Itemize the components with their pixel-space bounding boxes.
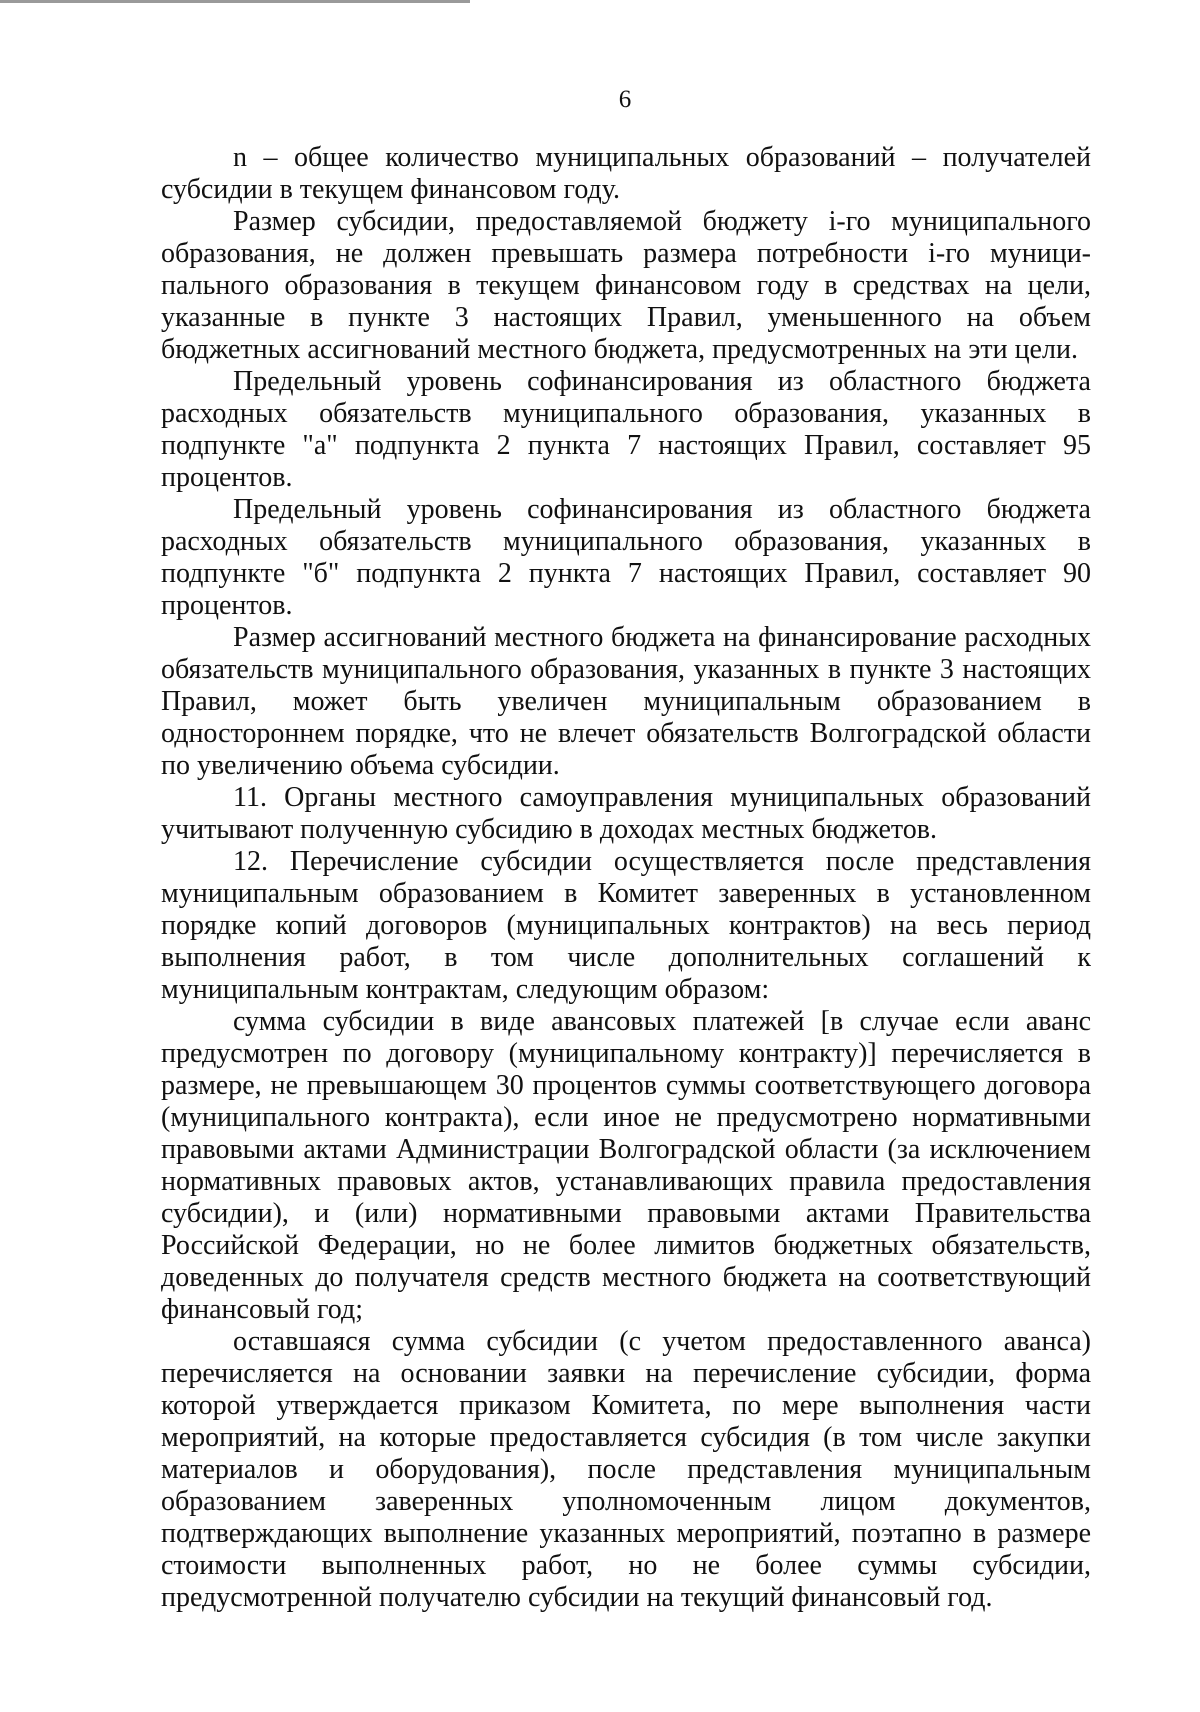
paragraph-local-budget: Размер ассигнований местного бюджета на финансирование расходных обязательств муниципального образования, указанных в пункте 3 настоящих Правил, может быть увеличен муниципальным образованием в одностороннем порядке, что не влечет обязательств Волгоградской области по увеличению объема субсидии. (161, 622, 1091, 781)
paragraph-advance-payment: сумма субсидии в виде авансовых платежей [в случае если аванс предусмотрен по договору (муниципальному контракту)] перечисляется в размере, не превышающем 30 процентов суммы соответствующего договора (муниципального контракта), если иное не предусмотрено нормативными правовыми актами Администрации Волгоградской области (за исключением нормативных правовых актов, устанавливающих правила предоставления субсидии), и (или) нормативными правовыми актами Правительства Российской Федерации, но не более лимитов бюджетных обязательств, доведенных до получателя средств местного бюджета на соответствующий финансовый год; (161, 1006, 1091, 1325)
paragraph-n-definition: n – общее количество муниципальных образований – получателей субсидии в текущем финансовом году. (161, 142, 1091, 205)
paragraph-subsidy-size: Размер субсидии, предоставляемой бюджету i-го муниципального образования, не должен превышать размера потребности i-го муници-пального образования в текущем финансовом году в средствах на цели, указанные в пункте 3 настоящих Правил, уменьшенного на объем бюджетных ассигнований местного бюджета, предусмотренных на эти цели. (161, 206, 1091, 365)
document-body (161, 142, 1091, 1614)
scan-edge-line (0, 0, 470, 3)
paragraph-remaining-amount: оставшаяся сумма субсидии (с учетом предоставленного аванса) перечисляется на основании заявки на перечисление субсидии, форма которой утверждается приказом Комитета, по мере выполнения части мероприятий, на которые предоставляется субсидия (в том числе закупки материалов и оборудования), после представления муниципальным образованием заверенных уполномоченным лицом документов, подтверждающих выполнение указанных мероприятий, поэтапно в размере стоимости выполненных работ, но не более суммы субсидии, предусмотренной получателю субсидии на текущий финансовый год. (161, 1326, 1091, 1613)
paragraph-item-11: 11. Органы местного самоуправления муниципальных образований учитывают полученную субсидию в доходах местных бюджетов. (161, 782, 1091, 845)
page-number: 6 (618, 86, 632, 113)
paragraph-item-12: 12. Перечисление субсидии осуществляется после представления муниципальным образованием в Комитет заверенных в установленном порядке копий договоров (муниципальных контрактов) на весь период выполнения работ, в том числе дополнительных соглашений к муниципальным контрактам, следующим образом: (161, 846, 1091, 1005)
paragraph-cofinancing-90: Предельный уровень софинансирования из областного бюджета расходных обязательств муниципального образования, указанных в подпункте "б" подпункта 2 пункта 7 настоящих Правил, составляет 90 процентов. (161, 494, 1091, 621)
paragraph-cofinancing-95: Предельный уровень софинансирования из областного бюджета расходных обязательств муниципального образования, указанных в подпункте "а" подпункта 2 пункта 7 настоящих Правил, составляет 95 процентов. (161, 366, 1091, 493)
